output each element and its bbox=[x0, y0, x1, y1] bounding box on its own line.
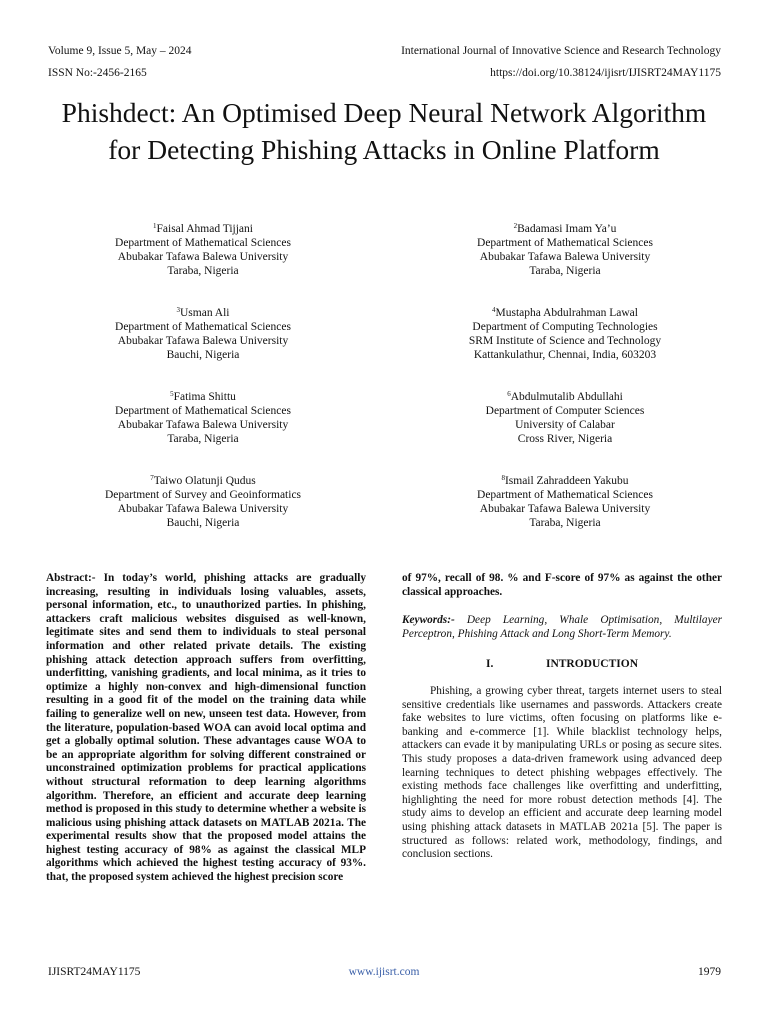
keywords bbox=[402, 614, 722, 641]
author-number: 1 bbox=[153, 222, 157, 230]
author-number: 6 bbox=[507, 390, 511, 398]
author-location: Bauchi, Nigeria bbox=[166, 349, 240, 361]
author-institution: Abubakar Tafawa Balewa University bbox=[479, 503, 651, 515]
issn: ISSN No:-2456-2165 bbox=[48, 67, 147, 79]
author-location: Cross River, Nigeria bbox=[517, 433, 613, 445]
abstract-continuation: of 97%, recall of 98. % and F-score of 97% as against the other classical approaches. bbox=[402, 572, 722, 598]
section-number: I. bbox=[485, 658, 494, 670]
author-block-5 bbox=[53, 390, 353, 446]
author-block-2 bbox=[415, 222, 715, 278]
volume-info: Volume 9, Issue 5, May – 2024 bbox=[48, 45, 192, 57]
author-name: $^1$Faisal Ahmad Tijjani bbox=[153, 222, 253, 235]
section-title: INTRODUCTION bbox=[545, 658, 638, 670]
footer-site-link[interactable]: www.ijisrt.com bbox=[348, 966, 420, 978]
author-number: 5 bbox=[170, 390, 174, 398]
author-name: $^5$Fatima Shittu bbox=[170, 390, 236, 403]
author-department: Department of Mathematical Sciences bbox=[477, 489, 653, 501]
author-institution: Abubakar Tafawa Balewa University bbox=[117, 335, 289, 347]
author-location: Bauchi, Nigeria bbox=[166, 517, 240, 529]
author-department: Department of Survey and Geoinformatics bbox=[104, 489, 302, 501]
author-name: $^8$Ismail Zahraddeen Yakubu bbox=[501, 474, 629, 487]
author-location: Taraba, Nigeria bbox=[167, 265, 239, 277]
author-number: 8 bbox=[501, 474, 505, 482]
author-department: Department of Computer Sciences bbox=[485, 405, 645, 417]
footer-paper-id: IJISRT24MAY1175 bbox=[48, 966, 141, 978]
author-department: Department of Mathematical Sciences bbox=[115, 405, 291, 417]
author-institution: Abubakar Tafawa Balewa University bbox=[117, 503, 289, 515]
introduction-paragraph: Phishing, a growing cyber threat, targets internet users to steal sensitive credentials like usernames and passwords. Attackers create fake websites to lure victims, often focusing on platforms like e-banking and e-commerce [1]. While blacklist technology helps, attackers can evade it by manipulating URLs or posing as secure sites. This study proposes a data-driven framework using advanced deep learning techniques to detect phishing webpages effectively. The existing methods face challenges like overfitting and underfitting, highlighting the need for more robust detection methods [4]. The study aims to develop an efficient and accurate deep learning model using phishing attack datasets in MATLAB 2021a [5]. The paper is structured as follows: related work, methodology, findings, and conclusion sections. bbox=[402, 685, 722, 861]
author-department: Department of Mathematical Sciences bbox=[115, 237, 291, 249]
author-name: $^6$Abdulmutalib Abdullahi bbox=[507, 390, 623, 403]
author-block-3 bbox=[53, 306, 353, 362]
keywords-label: Keywords:- bbox=[402, 614, 455, 626]
section-heading bbox=[402, 657, 722, 671]
author-number: 3 bbox=[176, 306, 180, 314]
author-name: $^7$Taiwo Olatunji Qudus bbox=[150, 474, 256, 487]
author-institution: Abubakar Tafawa Balewa University bbox=[117, 419, 289, 431]
author-location: Taraba, Nigeria bbox=[167, 433, 239, 445]
author-name: $^3$Usman Ali bbox=[176, 306, 230, 319]
author-department: Department of Mathematical Sciences bbox=[115, 321, 291, 333]
author-block-7 bbox=[53, 474, 353, 530]
author-department: Department of Mathematical Sciences bbox=[477, 237, 653, 249]
author-number: 4 bbox=[492, 306, 496, 314]
author-block-8 bbox=[415, 474, 715, 530]
author-block-4 bbox=[415, 306, 715, 362]
paper-title: Phishdect: An Optimised Deep Neural Network Algorithm for Detecting Phishing Attacks in Online Platform bbox=[61, 97, 707, 165]
author-institution: Abubakar Tafawa Balewa University bbox=[479, 251, 651, 263]
page-number: 1979 bbox=[698, 966, 721, 978]
author-block-6 bbox=[415, 390, 715, 446]
author-institution: University of Calabar bbox=[515, 419, 615, 431]
author-location: Taraba, Nigeria bbox=[529, 265, 601, 277]
author-institution: SRM Institute of Science and Technology bbox=[468, 335, 662, 347]
abstract-text: Abstract:- In today’s world, phishing attacks are gradually increasing, resulting in individuals losing valuables, assets, personal information, etc., to unauthorized parties. In phishing, attackers craft malicious websites disguised as well-known, legitimate sites and send them to individuals to steal personal information and other related private details. The existing phishing attack detection approach suffers from overfitting, underfitting, vanishing gradients, and local minima, as it tries to optimize a highly non-convex and high-dimensional function resulting in a good fit of the model on the training data while failing to generalize well on new, unseen test data. However, from the literature, population-based WOA can avoid local optima and get a globally optimal solution. These advantages cause WOA to be an appropriate algorithm for solving different constrained or unconstrained optimization problems for practical applications without structural reformation to deep learning algorithms algorithm. Therefore, an efficient and accurate deep learning method is proposed in this study to determine whether a website is malicious using phishing attack datasets on MATLAB 2021a. The experimental results show that the proposed model attains the highest testing accuracy of 98% as against the classical MLP algorithms which achieved the highest testing accuracy of 93%. that, the proposed system achieved the highest precision score bbox=[46, 572, 366, 884]
author-institution: Abubakar Tafawa Balewa University bbox=[117, 251, 289, 263]
author-name: $^4$Mustapha Abdulrahman Lawal bbox=[492, 306, 638, 319]
author-name: $^2$Badamasi Imam Ya’u bbox=[513, 222, 617, 235]
author-location: Taraba, Nigeria bbox=[529, 517, 601, 529]
author-block-1 bbox=[53, 222, 353, 278]
author-number: 2 bbox=[513, 222, 518, 230]
author-department: Department of Computing Technologies bbox=[472, 321, 658, 333]
keywords-list: Deep Learning, Whale Optimisation, Multilayer Perceptron, Phishing Attack and Long Short-Term Memory. bbox=[402, 614, 722, 640]
author-location: Kattankulathur, Chennai, India, 603203 bbox=[473, 349, 657, 361]
author-number: 7 bbox=[150, 474, 154, 482]
journal-name: International Journal of Innovative Science and Research Technology bbox=[401, 45, 721, 57]
doi-link[interactable]: https://doi.org/10.38124/ijisrt/IJISRT24MAY1175 bbox=[490, 67, 721, 79]
